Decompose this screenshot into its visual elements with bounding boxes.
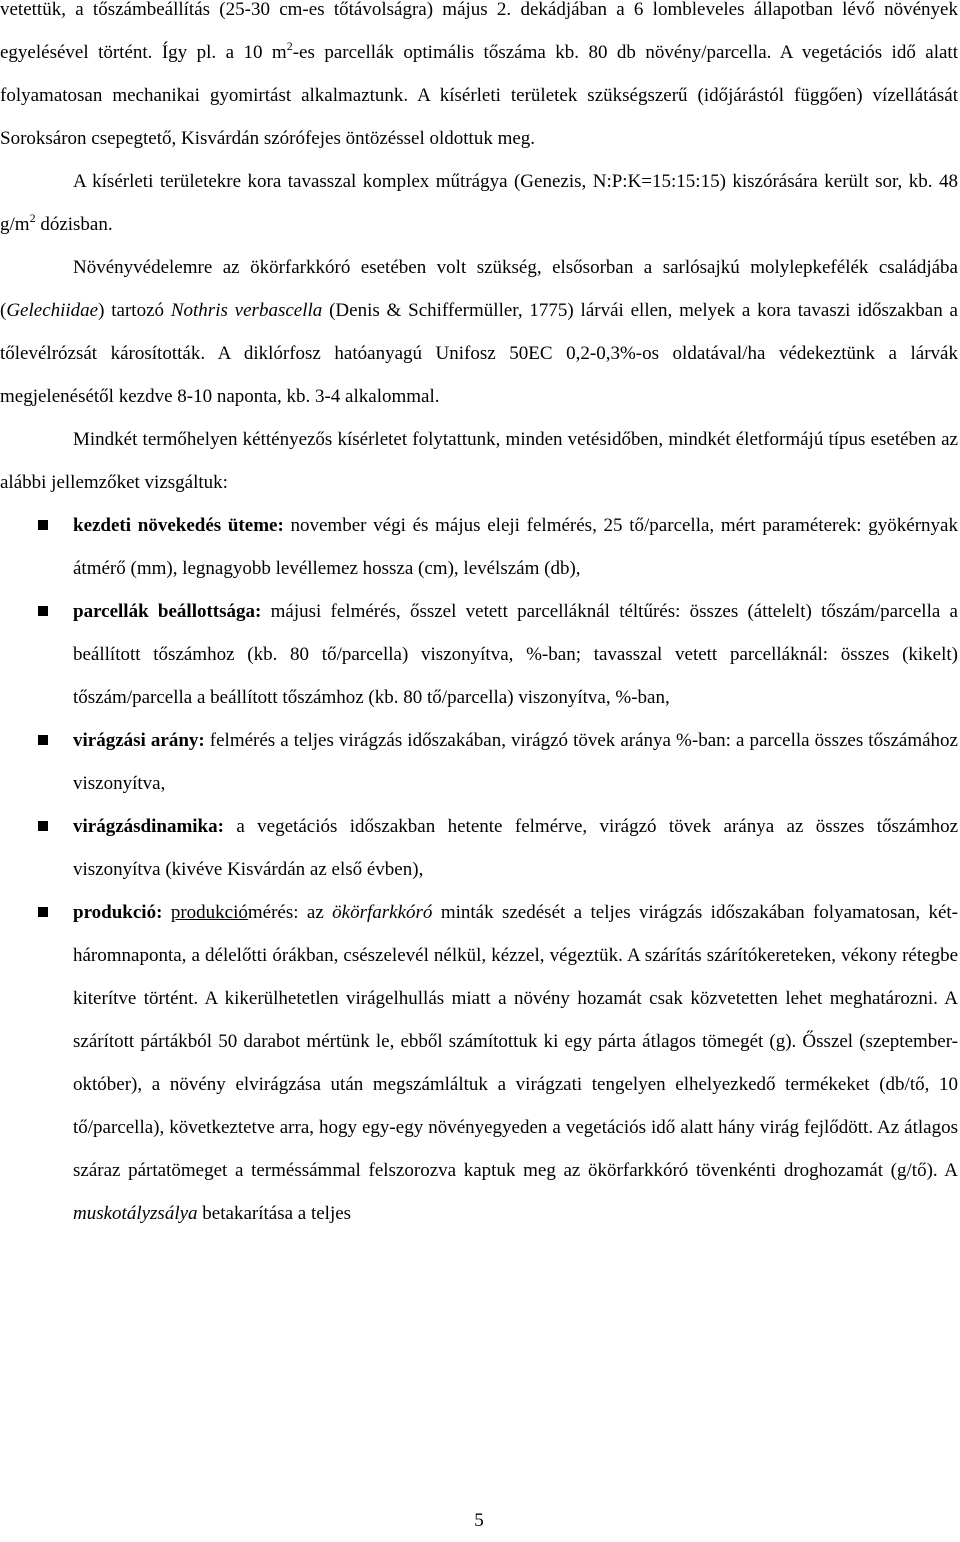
measurement-list — [0, 504, 958, 1235]
page-number: 5 — [474, 1510, 484, 1531]
list-item: parcellák beállottsága: májusi felmérés, ősszel vetett parcelláknál téltűrés: összes (áttelelt) tőszám/parcella a beállított tőszámhoz (kb. 80 tő/parcella) viszonyítva, %-ban; tavasszal vetett parcelláknál: összes (kikelt) tőszám/parcella a beállított tőszámhoz (kb. 80 tő/parcella) viszonyítva, %-ban, — [0, 590, 958, 719]
paragraph-fertilizer: A kísérleti területekre kora tavasszal komplex műtrágya (Genezis, N:P:K=15:15:15) kiszórására került sor, kb. 48 $g/m^2$ dózisban. — [0, 171, 958, 235]
list-item: virágzási arány: felmérés a teljes virágzás időszakában, virágzó tövek aránya %-ban: a parcella összes tőszámához viszonyítva, — [0, 719, 958, 805]
list-item: produkció: produkciómérés: az ökörfarkkóró minták szedését a teljes virágzás időszakában folyamatosan, két-háromnaponta, a délelőtti órákban, csészelevél nélkül, kézzel, végeztük. A szárítás szárítókereteken, vékony rétegbe kiterítve történt. A kikerülhetetlen virágelhullás miatt a növény hozamát csak közvetetten lehet meghatározni. A szárított pártákból 50 darabot mértünk le, ebből számítottuk ki egy párta átlagos tömegét (g). Ősszel (szeptember-október), a növény elvirágzása után megszámláltuk a virágzati tengelyen elhelyezkedő termékeket (db/tő, 10 tő/parcella), következtetve arra, hogy egy-egy növényegyeden a vegetációs idő alatt hány virág fejlődött. Az átlagos száraz pártatömeget a terméssámmal felszorozva kaptuk meg az ökörfarkkóró tövenkénti droghozamát (g/tő). A muskotályzsálya betakarítása a teljes — [0, 891, 958, 1235]
square-bullet-icon — [38, 821, 48, 831]
square-bullet-icon — [38, 907, 48, 917]
square-bullet-icon — [38, 735, 48, 745]
paragraph-cultivation: vetettük, a tőszámbeállítás (25-30 cm-es tőtávolságra) május 2. dekádjában a 6 lombleveles állapotban lévő növények egyelésével történt. Így pl. a 10 $m^2-es$ parcellák optimális tőszáma kb. 80 db növény/parcella. A vegetációs idő alatt folyamatosan mechanikai gyomirtást alkalmaztunk. A kísérleti területek szükségszerű (időjárástól függően) vízellátását Soroksáron csepegtető, Kisvárdán szórófejes öntözéssel oldottuk meg. — [0, 0, 958, 149]
list-item: virágzásdinamika: a vegetációs időszakban hetente felmérve, virágzó tövek aránya az összes tőszámhoz viszonyítva (kivéve Kisvárdán az első évben), — [0, 805, 958, 891]
square-bullet-icon — [38, 520, 48, 530]
paragraph-plant-protection: Növényvédelemre az ökörfarkkóró esetében volt szükség, elsősorban a sarlósajkú molylepkefélék családjába (Gelechiidae) tartozó Nothris verbascella (Denis & Schiffermüller, 1775) lárvái ellen, melyek a kora tavaszi időszakban a tőlevélrózsát károsították. A diklórfosz hatóanyagú Unifosz 50EC 0,2-0,3%-os oldatával/ha védekeztünk a lárvák megjelenésétől kezdve 8-10 naponta, kb. 3-4 alkalommal. — [0, 257, 958, 407]
square-bullet-icon — [38, 606, 48, 616]
list-item: kezdeti növekedés üteme: november végi és május eleji felmérés, 25 tő/parcella, mért paraméterek: gyökérnyak átmérő (mm), legnagyobb levéllemez hossza (cm), levélszám (db), — [0, 504, 958, 590]
paragraph-experiment-intro: Mindkét termőhelyen kéttényezős kísérletet folytattunk, minden vetésidőben, mindkét életformájú típus esetében az alábbi jellemzőket vizsgáltuk: — [0, 429, 958, 493]
